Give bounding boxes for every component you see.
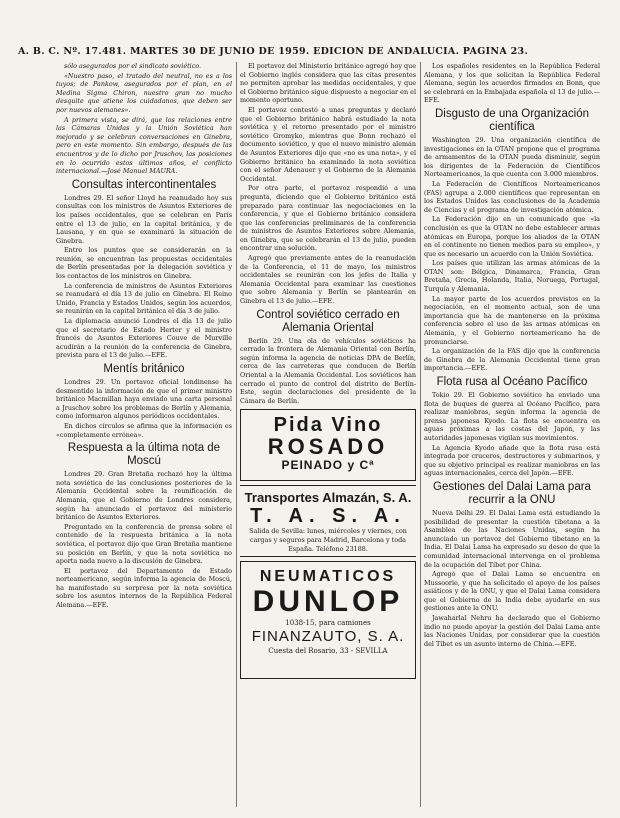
article-paragraph: Londres 29. Un portavoz oficial londinense ha desmentido la información de que el primer ministro británico Macmillan haya enviado una carta personal a Jruschov sobre los problemas de Berlín y Alemania, como informaron algunos periódicos occidentales. — [56, 378, 232, 421]
ad-line: 1038-15, para camiones — [285, 619, 371, 628]
article-paragraph: Washington 29. Una organización científica de investigaciones en la OTAN propone que el programa de armamentos de la OTAN pueda disminuir, según los dirigentes de la Federación de Científicos Norteamericanos, la que cuenta con 3.000 miembros. — [424, 135, 600, 179]
article-paragraph: Preguntado en la conferencia de prensa sobre el contenido de la respuesta británica a la nota soviética, el portavoz dijo que Gran Bretaña mantiene su posición en Berlín, y que la nota soviética no aporta nada nuevo a la discusión de Ginebra. — [56, 522, 232, 566]
article-paragraph: Berlín 29. Una ola de vehículos soviéticos ha cerrado la frontera de Alemania Oriental con Berlín, según informa la agencia de noticias DPA de Berlín, cerca de las carreteras que conducen de Berlín Oriental a la Alemania Occidental. Los soviéticos han cerrado el punto de control del distrito de Berlín-Este, según declaraciones del presidente de la Cámara de Berlín. — [240, 336, 416, 405]
article-headline: Control soviético cerrado en Alemania Oriental — [256, 308, 400, 334]
article-paragraph: Nueva Delhi 29. El Dalai Lama está estudiando la posibilidad de presentar la cuestión tibetana a la Asamblea de las Naciones Unidas, según ha anunciado un portavoz del Gobierno tibetano en la India. El Dalai Lama ha expresado su deseo de que la comunidad internacional intervenga en el problema de la ocupación del Tíbet por China. — [424, 508, 600, 569]
ad-line: ROSADO — [267, 434, 389, 460]
column-rule — [420, 62, 421, 807]
lead-paragraph: Los españoles residentes en la República Federal Alemana, y los que solicitan la República Federal Alemana, según los acuerdos firmados en Bonn, que se celebrará en la Embajada española el 13 de julio.—EFE. — [424, 62, 600, 105]
article-paragraph: La Federación dijo en un comunicado que «la conclusión es que la OTAN no debe establecer armas atómicas en Europa, porque los aliados de la OTAN en el continente no tienen medios para su empleo», y que es necesario un acuerdo con la Unión Soviética. — [424, 215, 600, 258]
lead-paragraph: El portavoz contestó a unas preguntas y declaró que el Gobierno británico habrá estudiado la nota soviética y el retorno presentado por el ministro soviético Gromyko, mientras que Bonn rechazó el documento soviético, y que el nuevo ministro alemán de Asuntos Exteriores dijo que «no es una nota», y el Gobierno británico ha examinado la nota soviética con el señor Adenauer y el Gobierno de la Alemania Occidental. — [240, 105, 416, 183]
lead-paragraph: sólo asegurados por el sindicato soviético. — [64, 62, 202, 70]
ad-line: Cuesta del Rosario, 33 - SEVILLA — [268, 647, 388, 656]
article-paragraph: La mayor parte de los acuerdos previstos en la negociación, en el momento actual, son de una importancia que ha de mantenerse en la próxima conferencia sobre el uso de las armas atómicas en Alemania, y el Gobierno norteamericano ha de pronunciarse. — [424, 294, 600, 346]
article-paragraph: Tokio 29. El Gobierno soviético ha enviado una flota de buques de guerra al Océano Pacífico, para realizar maniobras, según informa la agencia de prensa japonesa Kyodo. La flota se encuentra en aguas próximas a las costas del Japón, y las autoridades japonesas vigilan sus movimientos. — [424, 391, 600, 442]
ad-line: Transportes Almazán, S. A. — [244, 490, 412, 506]
lead-paragraph: Agregó que previamente antes de la reanudación de la Conferencia, el 11 de mayo, los ministros occidentales se reunirán con los jefes de Italia y Alemania Occidental para examinar las cuestiones que sobre Alemania y Berlín se plantearán en Ginebra el 13 de julio.—EFE. — [240, 254, 416, 306]
article-paragraph: Jawaharlal Nehru ha declarado que el Gobierno indio no puede apoyar la gestión del Dalai Lama ante las Naciones Unidas, por considerar que la cuestión del Tíbet es un asunto interno de China.—EFE. — [424, 614, 600, 648]
article-headline: Disgusto de una Organización científica — [434, 107, 590, 133]
article-paragraph: Londres 29. El señor Lloyd ha reanudado hoy sus consultas con los ministros de Asuntos Exteriores de los países occidentales, que se celebran en París entre el 13 de julio, en la capital británica, y de Lausana, y en que se examinará la situación de Ginebra. — [56, 193, 232, 245]
article-headline: Gestiones del Dalai Lama para recurrir a la ONU — [433, 480, 591, 506]
column-1 — [56, 62, 232, 611]
article-paragraph: En dichos círculos se afirma que la información es «completamente errónea». — [56, 421, 232, 439]
column-3 — [424, 62, 600, 649]
ad-line: FINANZAUTO, S. A. — [251, 628, 405, 646]
ad-line: NEUMATICOS — [259, 568, 397, 586]
lead-paragraph: El portavoz del Ministerio británico agregó hoy que el Gobierno inglés considera que las citas presentes no permiten aprobar las medidas occidentales, y que el Gobierno británico sigue dispuesto a negociar en el momento oportuno. — [240, 62, 416, 105]
article-paragraph: Los países que utilizan las armas atómicas de la OTAN son: Bélgica, Dinamarca, Francia, Gran Bretaña, Grecia, Holanda, Italia, Noruega, Portugal, Turquía y Alemania. — [424, 259, 600, 294]
article-paragraph: Londres 29. Gran Bretaña rechazó hoy la última nota soviética de las conclusiones posteriores de la Alemania Occidental sobre la reunificación de Alemania, que el Gobierno de Londres considera, según ha anunciado el portavoz del ministerio británico de Asuntos Exteriores. — [56, 470, 232, 522]
ad-line: Pida Vino — [273, 414, 383, 437]
column-2 — [240, 62, 416, 683]
ad-line: PEINADO y Cª — [281, 458, 375, 473]
article-paragraph: La organización de la FAS dijo que la conferencia de Ginebra de la Alemania Occidental tiene gran importancia.—EFE. — [424, 347, 600, 373]
ad-vino-rosado — [240, 409, 416, 481]
article-headline: Respuesta a la última nota de Moscú — [67, 442, 221, 468]
ad-line: T. A. S. A. — [250, 505, 406, 528]
article-paragraph: Entre los puntos que se considerarán en la reunión, se encuentran las propuestas occidentales de Berlín presentadas por la delegación soviética y los contactos de los ministros en Ginebra. — [56, 246, 232, 281]
ad-line: DUNLOP — [252, 585, 404, 619]
lead-paragraph: Por otra parte, el portavoz respondió a una pregunta, diciendo que el Gobierno británico está preparado para continuar las negociaciones en la conferencia, y que el Gobierno británico considera que las conferencias preliminares de la conferencia de ministros de Asuntos Exteriores sobre Alemania, en Ginebra, que se celebrarán el 13 de julio, pueden encontrar una solución. — [240, 184, 416, 253]
ad-transportes-almazan — [240, 485, 416, 557]
article-headline: Consultas intercontinentales — [71, 178, 217, 191]
article-paragraph: La conferencia de ministros de Asuntos Exteriores se reanudará el día 13 de julio en Ginebra. El Reino Unido, Francia y Estados Unidos, según los acuerdos, se reunirán en la capital británica el día 3 de julio. — [56, 281, 232, 316]
lead-paragraph: A primera vista, se dirá, que los relaciones entre las Cámaras Unidas y la Unión Soviética han mejorado y se celebran conversaciones en Ginebra, pero en este momento. Sin embargo, después de las encuentros y de lo dicho por Jruschov, las posiciones en lo ocurrido estos últimos años, el conflicto internacional.—José Manuel MAURA. — [56, 115, 232, 176]
article-paragraph: La Agencia Kyodo añade que la flota rusa está integrada por cruceros, destructores y submarinos, y que su objetivo principal es realizar maniobras en las aguas internacionales, cerca del Japón.—EFE. — [424, 443, 600, 478]
article-paragraph: El portavoz del Departamento de Estado norteamericano, según informa la agencia de Moscú, ha manifestado su sorpresa por la nota soviética sobre los asuntos internos de la República Federal Alemana.—EFE. — [56, 566, 232, 610]
article-paragraph: Agregó que el Dalai Lama se encuentra en Mussoorie, y que ha solicitado el apoyo de los países asiáticos y de la ONU, y que el Dalai Lama considera que el Gobierno de la India debe ayudarle en sus gestiones ante la ONU. — [424, 570, 600, 613]
column-rule — [236, 62, 237, 807]
article-paragraph: La Federación de Científicos Norteamericanos (FAS) agrupa a 2.000 científicos que representan en los Estados Unidos las conclusiones de la Academia de Ciencias y el programa de investigación atómica. — [424, 179, 600, 214]
article-paragraph: La diplomacia anunció Londres el día 13 de julio que el secretario de Estado Herter y el ministro francés de Asuntos Exteriores Couve de Murville acudirán a la reunión de la conferencia de Ginebra, prevista para el 13 de julio.—EFE. — [56, 317, 232, 360]
article-headline: Flota rusa al Océano Pacífico — [436, 376, 588, 388]
ad-dunlop — [240, 561, 416, 679]
lead-paragraph: «Nuestro paso, el tratado del neutral, no es a los tuyos; de Pankow, asegurados por el plan, en el Medina Sigma Chiron, nuestro gran no mucho desquite que atiene los cuidadanos, que deben ser por nuevos alemanes». — [56, 71, 232, 114]
article-headline: Mentís británico — [103, 363, 185, 375]
page-header: A. B. C. Nº. 17.481. MARTES 30 DE JUNIO DE 1959. EDICION DE ANDALUCIA. PAGINA 23. — [18, 46, 529, 57]
ad-line: Salida de Sevilla: lunes, miércoles y viernes, con cargas y seguros para Madrid, Barcelona y toda España. Teléfono 23188. — [249, 527, 407, 553]
